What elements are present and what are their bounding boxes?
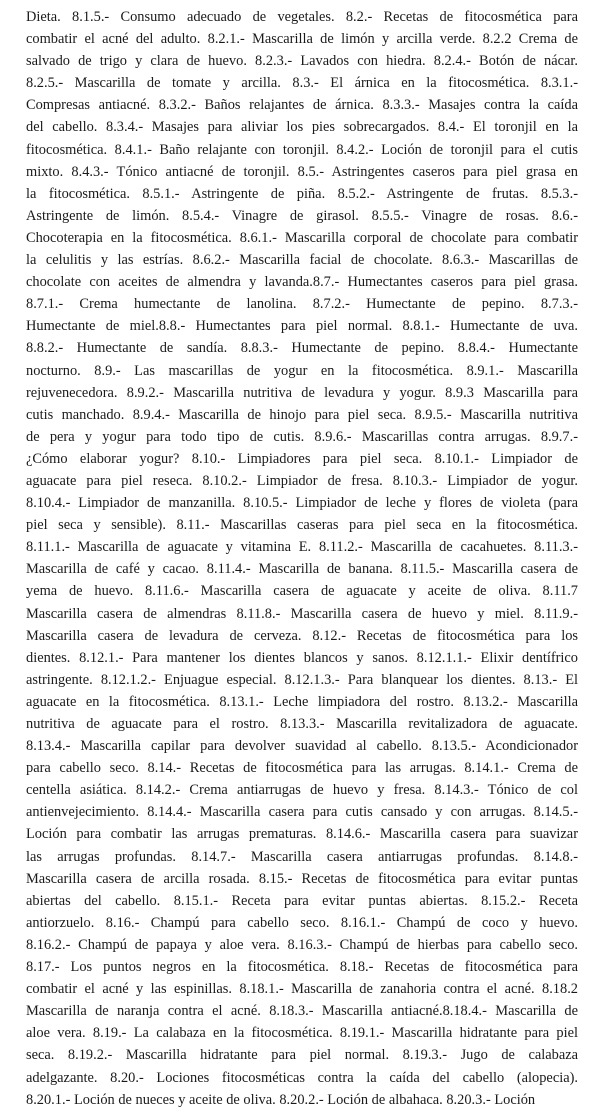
- text-line: antienvejecimiento. 8.14.4.- Mascarilla casera para cutis cansado y con arrugas. 8.14.5.-: [26, 804, 578, 821]
- text-line: Compresas antiacné. 8.3.2.- Baños relajantes de árnica. 8.3.3.- Masajes contra la caída: [26, 97, 578, 114]
- text-line: la celulitis y las estrías. 8.6.2.- Mascarilla facial de chocolate. 8.6.3.- Mascarillas de: [26, 252, 578, 269]
- text-line: combatir el acné del adulto. 8.2.1.- Mascarilla de limón y arcilla verde. 8.2.2 Crema de: [26, 31, 578, 48]
- text-line: Mascarilla casera de arcilla rosada. 8.15.- Recetas de fitocosmética para evitar puntas: [26, 870, 578, 887]
- text-line: dientes. 8.12.1.- Para mantener los dientes blancos y sanos. 8.12.1.1.- Elixir dentífrico: [26, 649, 578, 666]
- text-line: ¿Cómo elaborar yogur? 8.10.- Limpiadores para piel seca. 8.10.1.- Limpiador de: [26, 450, 578, 467]
- text-line: 8.16.2.- Champú de papaya y aloe vera. 8.16.3.- Champú de hierbas para cabello seco.: [26, 936, 578, 953]
- text-line: 8.13.4.- Mascarilla capilar para devolver suavidad al cabello. 8.13.5.- Acondicionador: [26, 738, 578, 755]
- text-line: Mascarilla casera de almendras 8.11.8.- Mascarilla casera de huevo y miel. 8.11.9.-: [26, 605, 578, 622]
- text-line: Mascarilla de naranja contra el acné. 8.18.3.- Mascarilla antiacné.8.18.4.- Mascarilla de: [26, 1003, 578, 1020]
- text-line: de pera y yogur para todo tipo de cutis. 8.9.6.- Mascarillas contra arrugas. 8.9.7.-: [26, 428, 578, 445]
- text-line: yema de huevo. 8.11.6.- Mascarilla casera de aguacate y aceite de oliva. 8.11.7: [26, 583, 578, 600]
- text-line: seca. 8.19.2.- Mascarilla hidratante para piel normal. 8.19.3.- Jugo de calabaza: [26, 1047, 578, 1064]
- text-line: antiorzuelo. 8.16.- Champú para cabello seco. 8.16.1.- Champú de coco y huevo.: [26, 914, 578, 931]
- text-line: las arrugas profundas. 8.14.7.- Mascarilla casera antiarrugas profundas. 8.14.8.-: [26, 848, 578, 865]
- text-line: 8.20.1.- Loción de nueces y aceite de oliva. 8.20.2.- Loción de albahaca. 8.20.3.- Loción: [26, 1091, 536, 1108]
- text-line: aguacate para piel reseca. 8.10.2.- Limpiador de fresa. 8.10.3.- Limpiador de yogur.: [26, 472, 578, 489]
- text-line: Dieta. 8.1.5.- Consumo adecuado de vegetales. 8.2.- Recetas de fitocosmética para: [26, 9, 578, 25]
- text-line: para cabello seco. 8.14.- Recetas de fitocosmética para las arrugas. 8.14.1.- Crema de: [26, 760, 578, 777]
- text-line: aloe vera. 8.19.- La calabaza en la fitocosmética. 8.19.1.- Mascarilla hidratante para piel: [26, 1025, 578, 1042]
- text-line: 8.17.- Los puntos negros en la fitocosmética. 8.18.- Recetas de fitocosmética para: [26, 959, 578, 976]
- text-line: Loción para combatir las arrugas prematuras. 8.14.6.- Mascarilla casera para suavizar: [26, 826, 578, 843]
- text-line: cutis manchado. 8.9.4.- Mascarilla de hinojo para piel seca. 8.9.5.- Mascarilla nutritiva: [26, 406, 578, 423]
- text-line: 8.10.4.- Limpiador de manzanilla. 8.10.5.- Limpiador de leche y flores de violeta (para: [26, 495, 578, 512]
- text-line: Mascarilla casera de levadura de cerveza. 8.12.- Recetas de fitocosmética para los: [26, 627, 578, 644]
- text-line: del cabello. 8.3.4.- Masajes para aliviar los pies sobrecargados. 8.4.- El toronjil en la: [26, 119, 578, 136]
- text-line: adelgazante. 8.20.- Lociones fitocosméticas contra la caída del cabello (alopecia).: [26, 1069, 578, 1086]
- text-line: abiertas del cabello. 8.15.1.- Receta para evitar puntas abiertas. 8.15.2.- Receta: [26, 892, 578, 909]
- text-line: fitocosmética. 8.4.1.- Baño relajante con toronjil. 8.4.2.- Loción de toronjil para el cutis: [26, 141, 578, 158]
- text-line: chocolate con aceites de almendra y lavanda.8.7.- Humectantes caseros para piel grasa.: [26, 274, 578, 291]
- text-line: aguacate en la fitocosmética. 8.13.1.- Leche limpiadora del rostro. 8.13.2.- Mascarilla: [26, 693, 578, 710]
- text-line: astringente. 8.12.1.2.- Enjuague especial. 8.12.1.3.- Para blanquear los dientes. 8.13.- El: [26, 671, 578, 688]
- text-line: mixto. 8.4.3.- Tónico antiacné de toronjil. 8.5.- Astringentes caseros para piel grasa en: [26, 163, 578, 180]
- text-line: 8.7.1.- Crema humectante de lanolina. 8.7.2.- Humectante de pepino. 8.7.3.-: [26, 296, 578, 313]
- text-line: 8.8.2.- Humectante de sandía. 8.8.3.- Humectante de pepino. 8.8.4.- Humectante: [26, 340, 578, 357]
- text-line: rejuvenecedora. 8.9.2.- Mascarilla nutritiva de levadura y yogur. 8.9.3 Mascarilla para: [26, 384, 578, 401]
- text-line: la fitocosmética. 8.5.1.- Astringente de piña. 8.5.2.- Astringente de frutas. 8.5.3.-: [26, 185, 578, 202]
- text-line: 8.11.1.- Mascarilla de aguacate y vitamina E. 8.11.2.- Mascarilla de cacahuetes. 8.11.3.-: [26, 539, 578, 556]
- text-line: 8.2.5.- Mascarilla de tomate y arcilla. 8.3.- El árnica en la fitocosmética. 8.3.1.-: [26, 75, 578, 92]
- text-line: nutritiva de aguacate para el rostro. 8.13.3.- Mascarilla revitalizadora de aguacate.: [26, 716, 578, 732]
- text-line: combatir el acné y las espinillas. 8.18.1.- Mascarilla de zanahoria contra el acné. 8.18.2: [26, 981, 578, 998]
- text-line: centella asiática. 8.14.2.- Crema antiarrugas de huevo y fresa. 8.14.3.- Tónico de col: [26, 782, 578, 799]
- text-line: salvado de trigo y clara de huevo. 8.2.3.- Lavados con hiedra. 8.2.4.- Botón de nácar.: [26, 53, 578, 70]
- text-line: Mascarilla de café y cacao. 8.11.4.- Mascarilla de banana. 8.11.5.- Mascarilla casera de: [26, 561, 578, 578]
- text-line: nocturno. 8.9.- Las mascarillas de yogur en la fitocosmética. 8.9.1.- Mascarilla: [26, 362, 578, 379]
- text-line: Chocoterapia en la fitocosmética. 8.6.1.- Mascarilla corporal de chocolate para combatir: [26, 229, 578, 246]
- text-line: Astringente de limón. 8.5.4.- Vinagre de girasol. 8.5.5.- Vinagre de rosas. 8.6.-: [26, 207, 578, 224]
- text-line: Humectante de miel.8.8.- Humectantes para piel normal. 8.8.1.- Humectante de uva.: [26, 318, 578, 335]
- index-text-block: [26, 6, 578, 1111]
- text-line: piel seca y sensible). 8.11.- Mascarillas caseras para piel seca en la fitocosmética.: [26, 517, 578, 534]
